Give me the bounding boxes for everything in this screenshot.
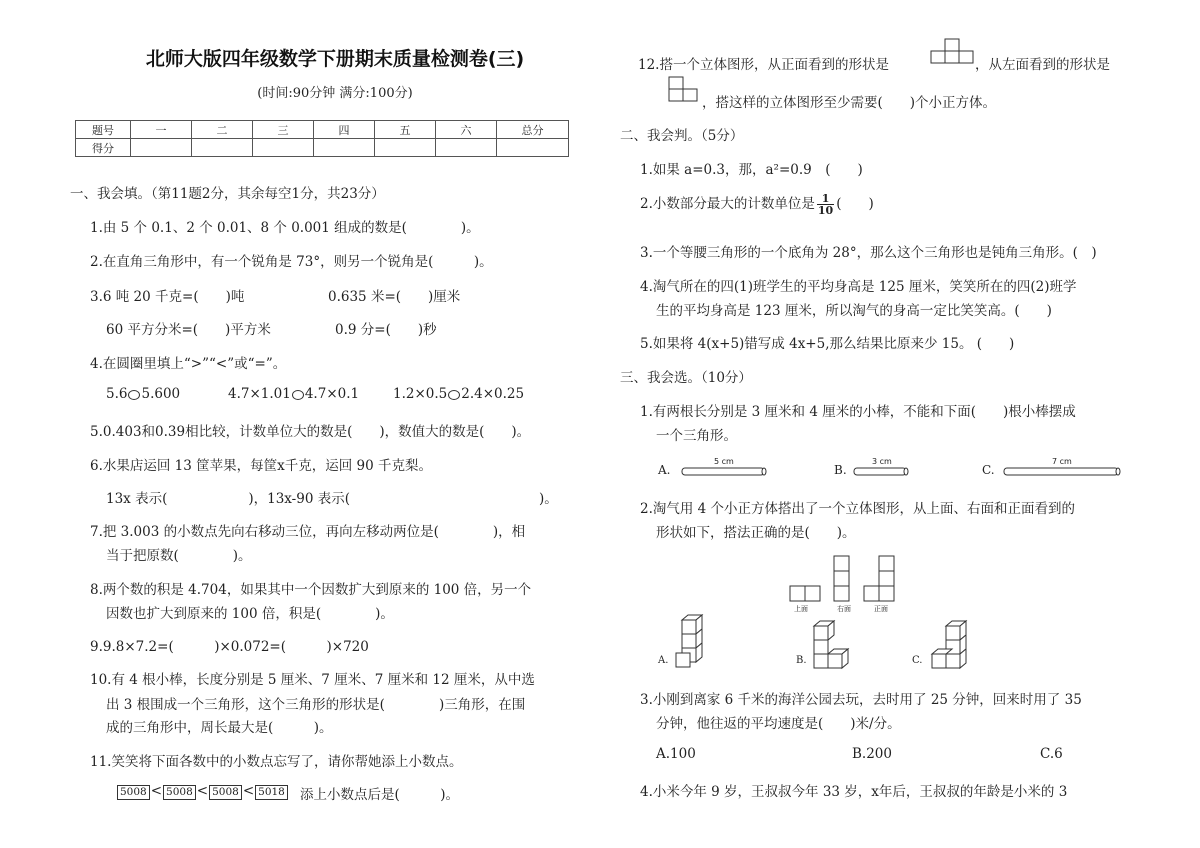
judge-4-line-2: 生的平均身高是 123 厘米，所以淘气的身高一定比笑笑高。( ) bbox=[656, 303, 1052, 319]
score-table-header-row bbox=[76, 121, 569, 139]
page-title: 北师大版四年级数学下册期末质量检测卷(三) bbox=[145, 48, 525, 70]
score-entry-cell[interactable] bbox=[131, 139, 192, 157]
fraction bbox=[817, 193, 834, 216]
exam-subtitle: (时间:90分钟 满分:100分) bbox=[257, 86, 413, 101]
score-table-cell: 题号 bbox=[76, 121, 131, 139]
section-1-heading: 一、我会填。（第11题2分，其余每空1分，共23分） bbox=[70, 186, 385, 202]
choice-1-option-c-letter[interactable]: C. bbox=[982, 463, 995, 477]
score-entry-cell[interactable] bbox=[436, 139, 497, 157]
judge-2 bbox=[640, 192, 874, 216]
answer-circle[interactable] bbox=[292, 390, 304, 400]
question-3-part-b: 0.635 米=( )厘米 bbox=[328, 289, 461, 305]
solid-option-a bbox=[674, 614, 710, 674]
choice-3-option-a[interactable]: A.100 bbox=[656, 746, 696, 762]
question-4-compare-a bbox=[106, 386, 180, 402]
judge-4-line-1: 4.淘气所在的四(1)班学生的平均身高是 125 厘米，笑笑所在的四(2)班学 bbox=[640, 279, 1077, 295]
score-table-cell: 五 bbox=[375, 121, 436, 139]
score-table-cell: 二 bbox=[192, 121, 253, 139]
choice-1-option-a-letter[interactable]: A. bbox=[658, 463, 671, 477]
choice-1-line-1: 1.有两根长分别是 3 厘米和 4 厘米的小棒，不能和下面( )根小棒摆成 bbox=[640, 404, 1076, 420]
question-10-line-3: 成的三角形中，周长最大是( )。 bbox=[106, 720, 333, 736]
score-table bbox=[75, 120, 569, 157]
score-table-cell: 四 bbox=[314, 121, 375, 139]
judge-5: 5.如果将 4(x+5)错写成 4x+5,那么结果比原来少 15。 ( ) bbox=[640, 336, 1015, 352]
score-table-cell: 六 bbox=[436, 121, 497, 139]
question-10-line-1: 10.有 4 根小棒，长度分别是 5 厘米、7 厘米、7 厘米和 12 厘米，从中选 bbox=[90, 672, 535, 688]
solid-option-b bbox=[810, 614, 856, 674]
number-box[interactable]: 5008 bbox=[209, 785, 242, 800]
stick-3cm-label: 3 cm bbox=[872, 457, 892, 466]
score-table-score-row bbox=[76, 139, 569, 157]
number-box[interactable]: 5018 bbox=[255, 785, 288, 800]
question-11: 11.笑笑将下面各数中的小数点忘写了，请你帮她添上小数点。 bbox=[90, 754, 463, 770]
choice-4-line-1: 4.小米今年 9 岁，王叔叔今年 33 岁，x年后，王叔叔的年龄是小米的 3 bbox=[640, 784, 1068, 800]
view-caption-top: 上面 bbox=[794, 605, 808, 613]
compare-left: 5.6 bbox=[106, 386, 128, 402]
front-view-shape bbox=[930, 38, 976, 70]
choice-1-line-2: 一个三角形。 bbox=[656, 428, 737, 444]
judge-2-blank: ( ) bbox=[836, 196, 874, 212]
answer-circle[interactable] bbox=[448, 390, 460, 400]
choice-3-option-b[interactable]: B.200 bbox=[852, 746, 892, 762]
score-entry-cell[interactable] bbox=[192, 139, 253, 157]
section-3-heading: 三、我会选。（10分） bbox=[620, 370, 752, 386]
compare-right: 4.7×0.1 bbox=[304, 386, 360, 402]
judge-2-text: 2.小数部分最大的计数单位是 bbox=[640, 196, 815, 212]
solid-option-c bbox=[928, 614, 974, 674]
less-than-sign: < bbox=[242, 783, 255, 799]
choice-3-option-c[interactable]: C.6 bbox=[1040, 746, 1063, 762]
choice-2-option-a-letter[interactable]: A. bbox=[658, 655, 669, 666]
choice-2-line-1: 2.淘气用 4 个小正方体搭出了一个立体图形，从上面、右面和正面看到的 bbox=[640, 501, 1076, 517]
compare-left: 4.7×1.01 bbox=[228, 386, 291, 402]
question-12-line-1-a: 12.搭一个立体图形，从正面看到的形状是 bbox=[638, 57, 889, 73]
question-7-line-1: 7.把 3.003 的小数点先向右移动三位，再向左移动两位是( )，相 bbox=[90, 524, 526, 540]
question-9: 9.9.8×7.2=( )×0.072=( )×720 bbox=[90, 639, 369, 655]
question-1: 1.由 5 个 0.1、2 个 0.01、8 个 0.001 组成的数是( )。 bbox=[90, 220, 480, 236]
question-11-answer: 添上小数点后是( )。 bbox=[300, 787, 460, 803]
choice-3-line-1: 3.小刚到离家 6 千米的海洋公园去玩，去时用了 25 分钟，回来时用了 35 bbox=[640, 692, 1082, 708]
choice-1-option-b-letter[interactable]: B. bbox=[834, 463, 847, 477]
fraction-numerator: 1 bbox=[817, 193, 834, 205]
section-2-heading: 二、我会判。（5分） bbox=[620, 128, 744, 144]
question-3-part-d: 0.9 分=( )秒 bbox=[335, 322, 437, 338]
question-3-part-c: 60 平方分米=( )平方米 bbox=[106, 322, 271, 338]
score-table-cell: 总分 bbox=[497, 121, 569, 139]
compare-left: 1.2×0.5 bbox=[393, 386, 448, 402]
score-table-cell: 一 bbox=[131, 121, 192, 139]
question-8-line-2: 因数也扩大到原来的 100 倍，积是( )。 bbox=[106, 606, 394, 622]
choice-2-option-c-letter[interactable]: C. bbox=[912, 655, 923, 666]
less-than-sign: < bbox=[196, 783, 209, 799]
score-entry-cell[interactable] bbox=[375, 139, 436, 157]
left-view-shape bbox=[668, 76, 700, 108]
question-4-compare-b bbox=[228, 386, 359, 402]
question-11-numbers bbox=[116, 783, 289, 800]
number-box[interactable]: 5008 bbox=[163, 785, 196, 800]
view-caption-front: 正面 bbox=[874, 605, 888, 613]
judge-3: 3.一个等腰三角形的一个底角为 28°，那么这个三角形也是钝角三角形。( ) bbox=[640, 245, 1097, 261]
question-6-part-a: 13x 表示( )，13x-90 表示( )。 bbox=[106, 491, 558, 507]
choice-3-line-2: 分钟，他往返的平均速度是( )米/分。 bbox=[656, 716, 901, 732]
stick-5cm-label: 5 cm bbox=[714, 457, 734, 466]
less-than-sign: < bbox=[150, 783, 163, 799]
compare-right: 2.4×0.25 bbox=[461, 386, 525, 402]
score-entry-cell[interactable] bbox=[314, 139, 375, 157]
question-2: 2.在直角三角形中，有一个锐角是 73°，则另一个锐角是( )。 bbox=[90, 254, 493, 270]
question-5: 5.0.403和0.39相比较，计数单位大的数是( )，数值大的数是( )。 bbox=[90, 424, 531, 440]
answer-circle[interactable] bbox=[128, 390, 140, 400]
score-entry-cell[interactable] bbox=[253, 139, 314, 157]
compare-right: 5.600 bbox=[141, 386, 181, 402]
choice-2-line-2: 形状如下，搭法正确的是( )。 bbox=[656, 525, 856, 541]
score-table-cell: 三 bbox=[253, 121, 314, 139]
question-8-line-1: 8.两个数的积是 4.704，如果其中一个因数扩大到原来的 100 倍，另一个 bbox=[90, 582, 532, 598]
fraction-denominator: 10 bbox=[817, 204, 834, 217]
question-3-part-a: 3.6 吨 20 千克=( )吨 bbox=[90, 289, 245, 305]
question-12-line-2: ，搭这样的立体图形至少需要( )个小正方体。 bbox=[702, 95, 997, 111]
question-12-line-1-b: ，从左面看到的形状是 bbox=[975, 57, 1110, 73]
score-entry-cell[interactable] bbox=[497, 139, 569, 157]
choice-2-option-b-letter[interactable]: B. bbox=[796, 655, 807, 666]
question-7-line-2: 当于把原数( )。 bbox=[106, 548, 252, 564]
question-10-line-2: 出 3 根围成一个三角形，这个三角形的形状是( )三角形，在围 bbox=[106, 697, 526, 713]
view-caption-right: 右面 bbox=[837, 605, 851, 613]
judge-1: 1.如果 a=0.3，那，a²=0.9 ( ) bbox=[640, 162, 863, 178]
score-table-cell: 得分 bbox=[76, 139, 131, 157]
question-4-compare-c bbox=[393, 386, 524, 402]
question-6: 6.水果店运回 13 筐苹果，每筐x千克，运回 90 千克梨。 bbox=[90, 458, 433, 474]
stick-7cm-label: 7 cm bbox=[1052, 457, 1072, 466]
number-box[interactable]: 5008 bbox=[117, 785, 150, 800]
question-4: 4.在圆圈里填上“>”“<”或“=”。 bbox=[90, 356, 287, 372]
